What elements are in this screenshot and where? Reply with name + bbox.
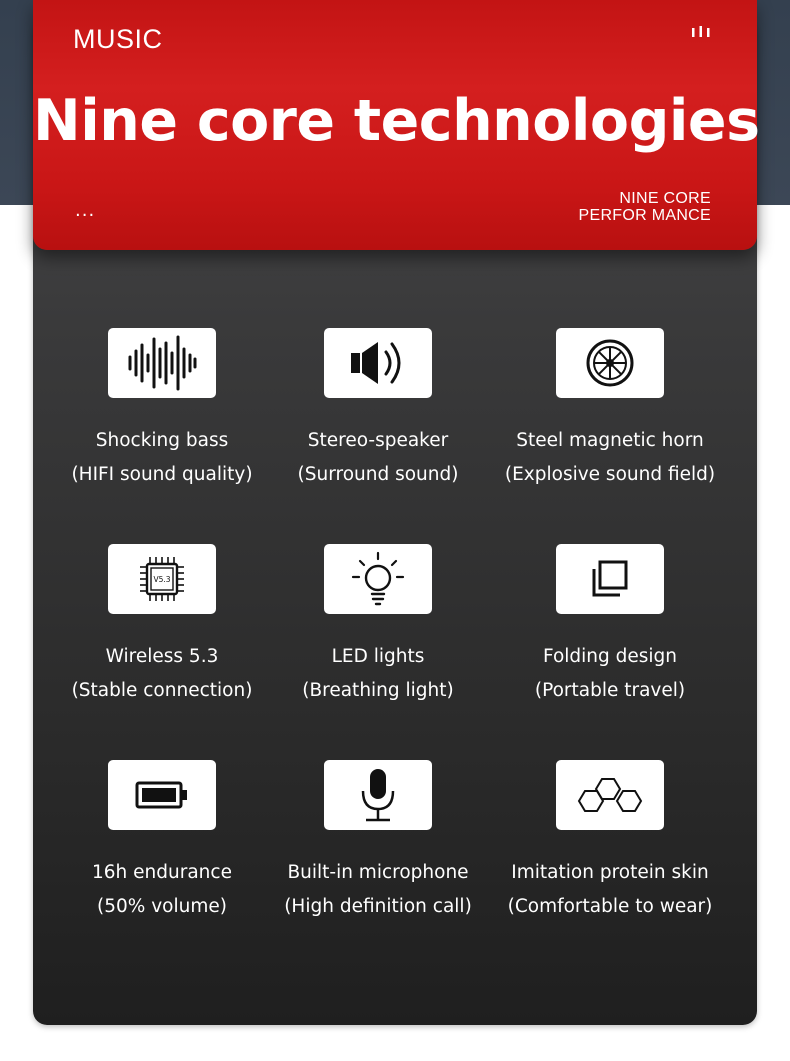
feature-subtitle: (Portable travel) [534,680,686,701]
feature-title: Stereo-speaker [307,430,449,451]
feature-endurance [42,760,282,924]
icon-box [556,544,664,614]
icon-box [324,760,432,830]
speaker-icon [348,338,408,388]
dots-decoration: ... [75,200,96,221]
bars-icon [691,25,711,39]
feature-shocking-bass [42,328,282,492]
icon-box [324,544,432,614]
horn-wheel-icon [585,338,635,388]
category-label: MUSIC [73,24,163,54]
folding-squares-icon [588,557,632,601]
hexagon-icon [575,775,645,815]
sound-wave-icon [126,335,198,391]
feature-subtitle: (50% volume) [97,896,227,917]
feature-title: Folding design [542,646,678,667]
red-banner [33,0,760,250]
feature-subtitle: (Explosive sound field) [504,464,716,485]
icon-box [108,328,216,398]
headline: Nine core technologies [33,88,760,154]
feature-subtitle: (High definition call) [284,896,472,917]
feature-title: Wireless 5.3 [105,646,219,667]
subtag [579,190,712,224]
feature-led-lights [258,544,498,708]
feature-stereo-speaker [258,328,498,492]
icon-box [324,328,432,398]
feature-title: Steel magnetic horn [516,430,704,451]
light-bulb-icon [350,551,406,607]
feature-title: Imitation protein skin [511,862,709,883]
icon-box [108,760,216,830]
feature-title: LED lights [331,646,425,667]
microphone-icon [358,767,398,823]
feature-steel-magnetic-horn [490,328,730,492]
feature-microphone [258,760,498,924]
feature-title: Built-in microphone [287,862,469,883]
chip-icon [138,555,186,603]
feature-folding-design [490,544,730,708]
feature-title: 16h endurance [92,862,232,883]
feature-subtitle: (Surround sound) [297,464,459,485]
battery-icon [135,780,189,810]
feature-subtitle: (Comfortable to wear) [507,896,713,917]
feature-subtitle: (HIFI sound quality) [71,464,253,485]
chip-label: V5.3 [153,575,171,584]
feature-protein-skin [490,760,730,924]
icon-box [556,328,664,398]
icon-box [108,544,216,614]
feature-title: Shocking bass [95,430,229,451]
subtag-line-2: PERFOR MANCE [578,207,711,224]
feature-subtitle: (Stable connection) [71,680,253,701]
icon-box [556,760,664,830]
feature-subtitle: (Breathing light) [302,680,454,701]
feature-wireless [42,544,282,708]
subtag-line-1: NINE CORE [619,190,711,207]
